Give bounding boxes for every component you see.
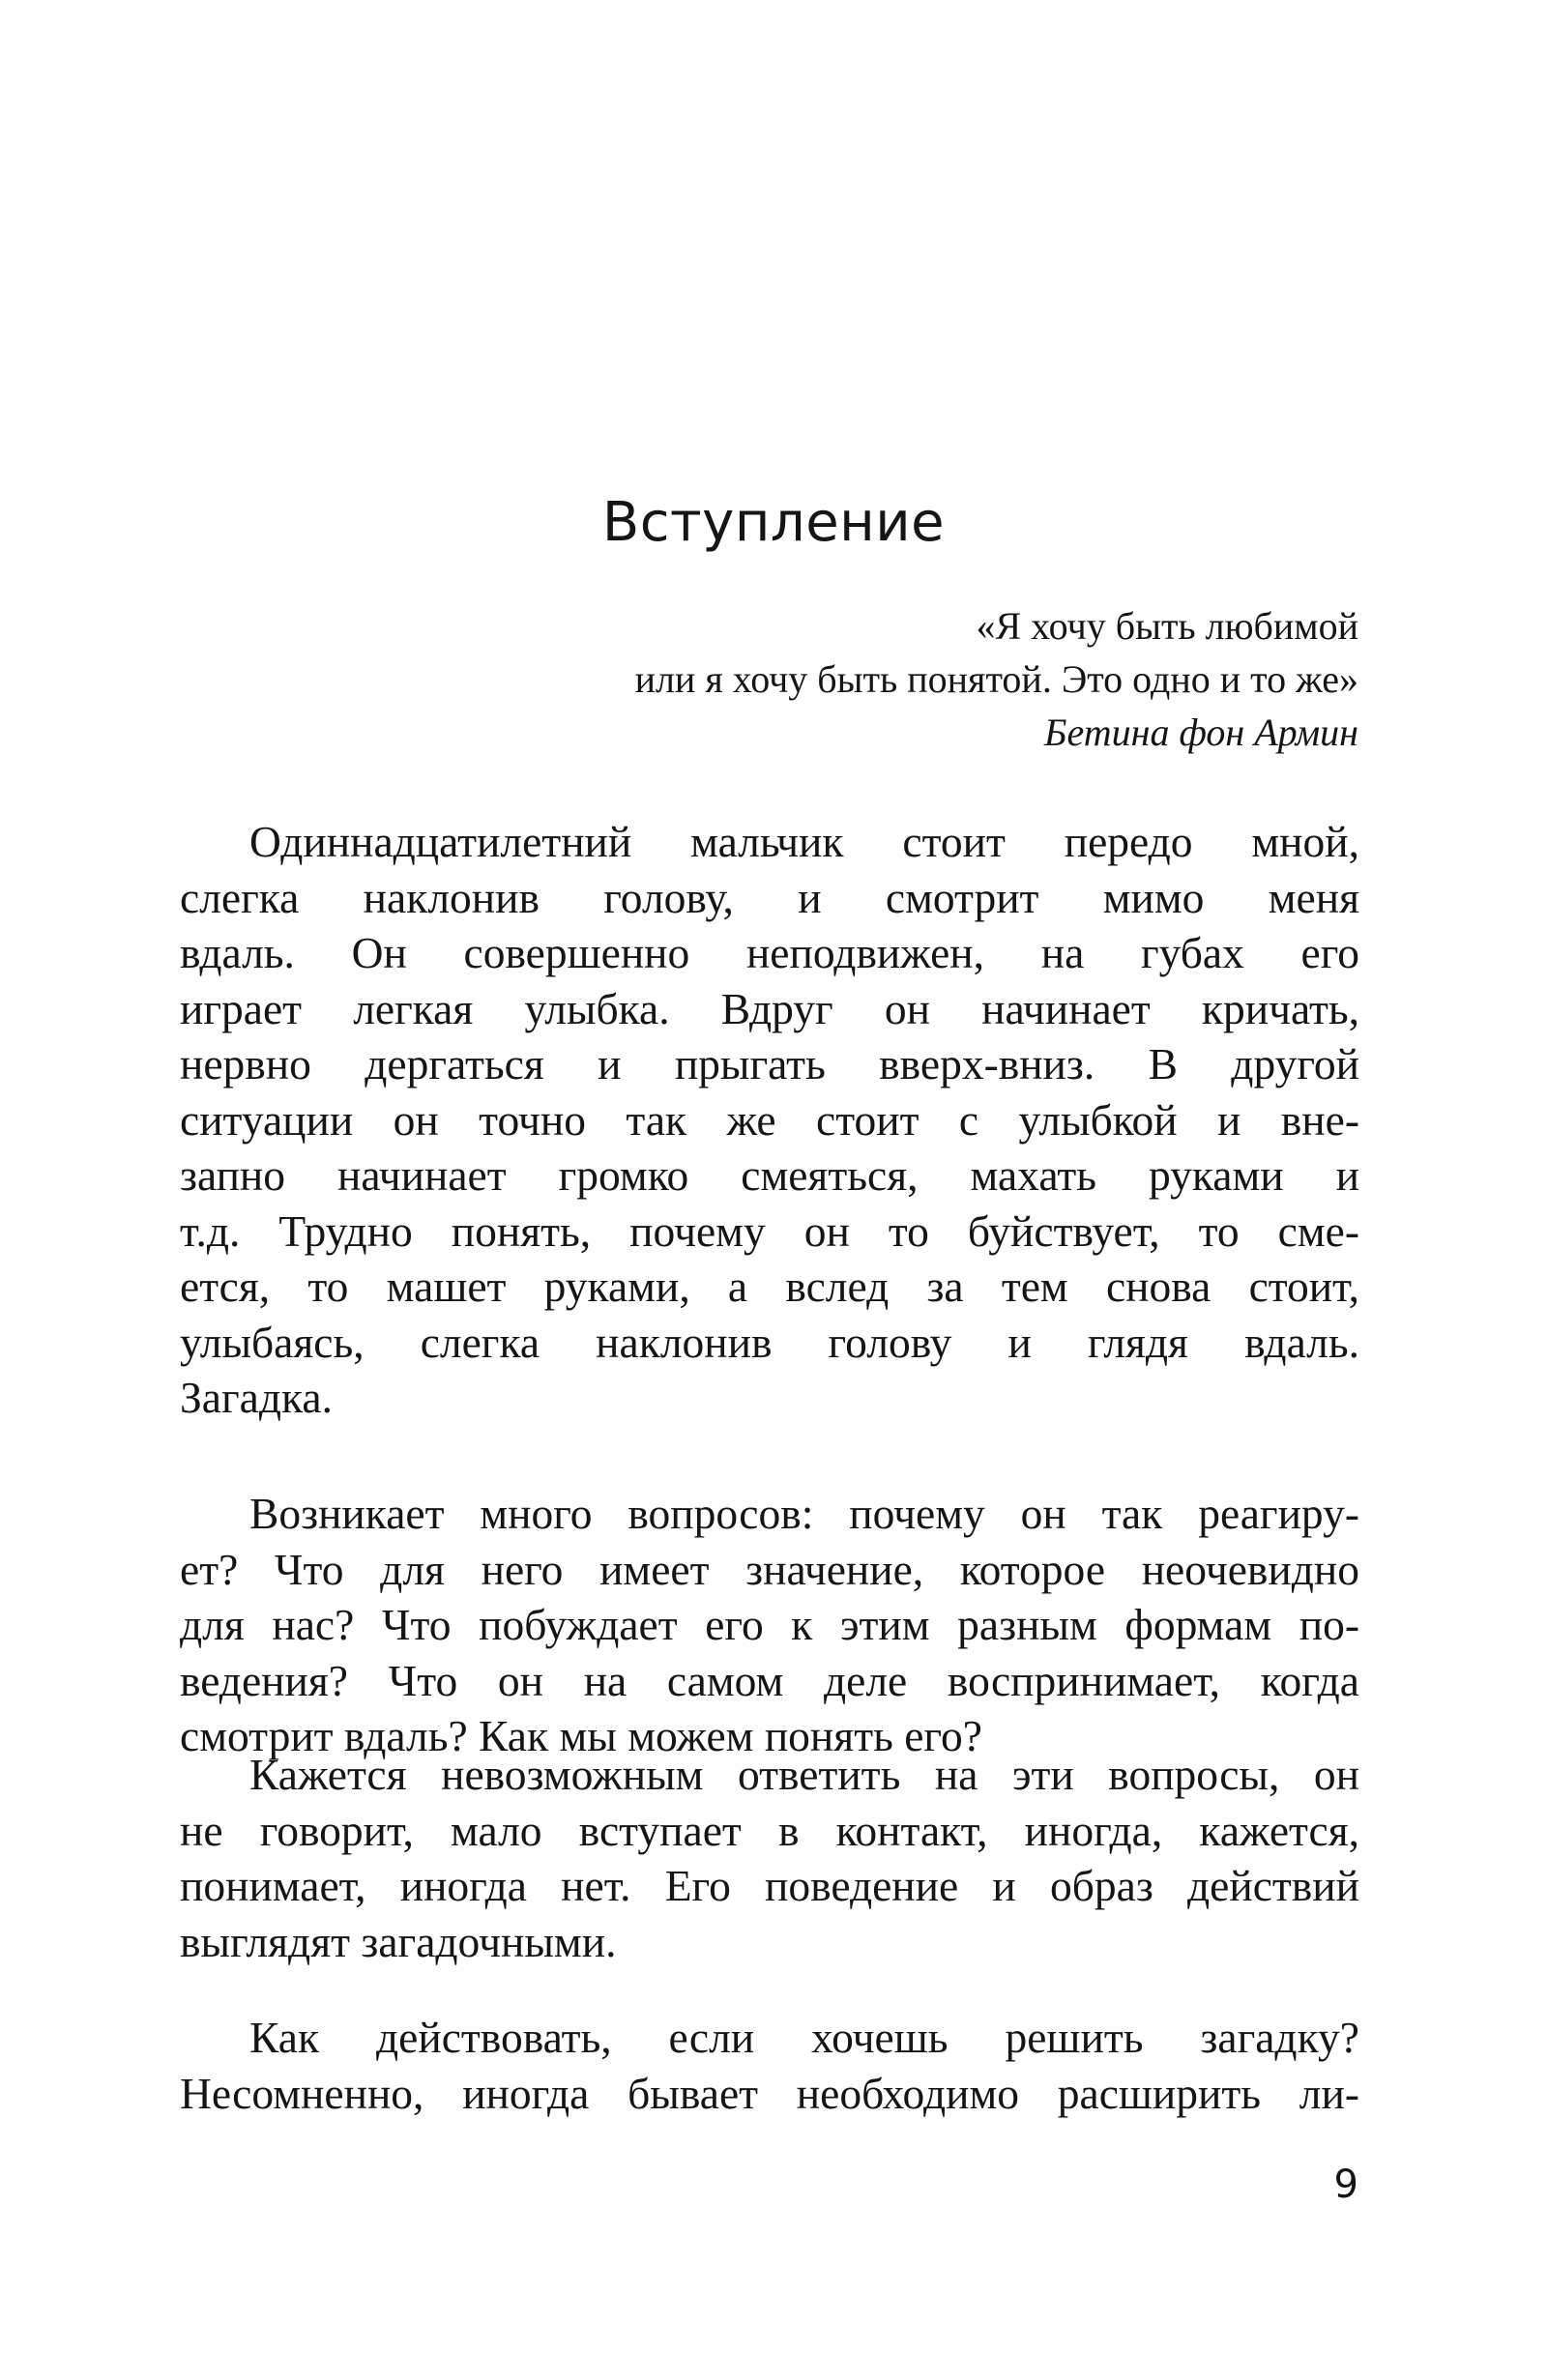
text-line: Возникает много вопросов: почему он так реагиру- (249, 1489, 1359, 1538)
text-line: т.д. Трудно понять, почему он то буйствует, то сме- (180, 1205, 1359, 1256)
text-line: слегка наклонив голову, и смотрит мимо меня (180, 872, 1359, 922)
page-number: 9 (1333, 2162, 1358, 2207)
text-line: не говорит, мало вступает в контакт, иногда, кажется, (180, 1805, 1359, 1855)
paragraph-4 (180, 2010, 1359, 2121)
text-line: ет? Что для него имеет значение, которое неочевидно (180, 1544, 1359, 1594)
paragraph-2 (180, 1486, 1359, 1764)
epigraph-line: «Я хочу быть любимой (976, 604, 1358, 648)
text-line: для нас? Что побуждает его к этим разным формам по- (180, 1600, 1359, 1649)
paragraph-1 (180, 814, 1359, 1426)
epigraph-author: Бетина фон Армин (1043, 711, 1358, 754)
text-line: улыбаясь, слегка наклонив голову и глядя вдаль. (180, 1317, 1359, 1367)
text-line: Несомненно, иногда бывает необходимо расширить ли- (180, 2068, 1359, 2118)
text-line: выглядят загадочными. (180, 1916, 617, 1966)
text-line: Загадка. (180, 1373, 333, 1422)
chapter-title: Вступление (601, 490, 946, 554)
epigraph (387, 599, 1358, 759)
text-line: Как действовать, если хочешь решить загадку? (249, 2013, 1359, 2062)
text-line: Кажется невозможным ответить на эти вопросы, он (249, 1750, 1359, 1799)
text-line: вдаль. Он совершенно неподвижен, на губах его (180, 928, 1359, 977)
text-line: ведения? Что он на самом деле воспринимает, когда (180, 1655, 1359, 1705)
text-line: играет легкая улыбка. Вдруг он начинает кричать, (180, 983, 1359, 1033)
paragraph-3 (180, 1747, 1359, 1969)
epigraph-line: или я хочу быть понятой. Это одно и то же» (634, 657, 1358, 701)
text-line: Одиннадцатилетний мальчик стоит передо мной, (249, 817, 1359, 866)
text-line: смотрит вдаль? Как мы можем понять его? (180, 1711, 982, 1760)
text-line: ситуации он точно так же стоит с улыбкой и вне- (180, 1094, 1359, 1145)
text-line: нервно дергаться и прыгать вверх-вниз. В другой (180, 1039, 1359, 1088)
text-line: понимает, иногда нет. Его поведение и образ действий (180, 1861, 1359, 1910)
text-line: запно начинает громко смеяться, махать руками и (180, 1150, 1359, 1200)
text-line: ется, то машет руками, а вслед за тем снова стоит, (180, 1262, 1359, 1311)
